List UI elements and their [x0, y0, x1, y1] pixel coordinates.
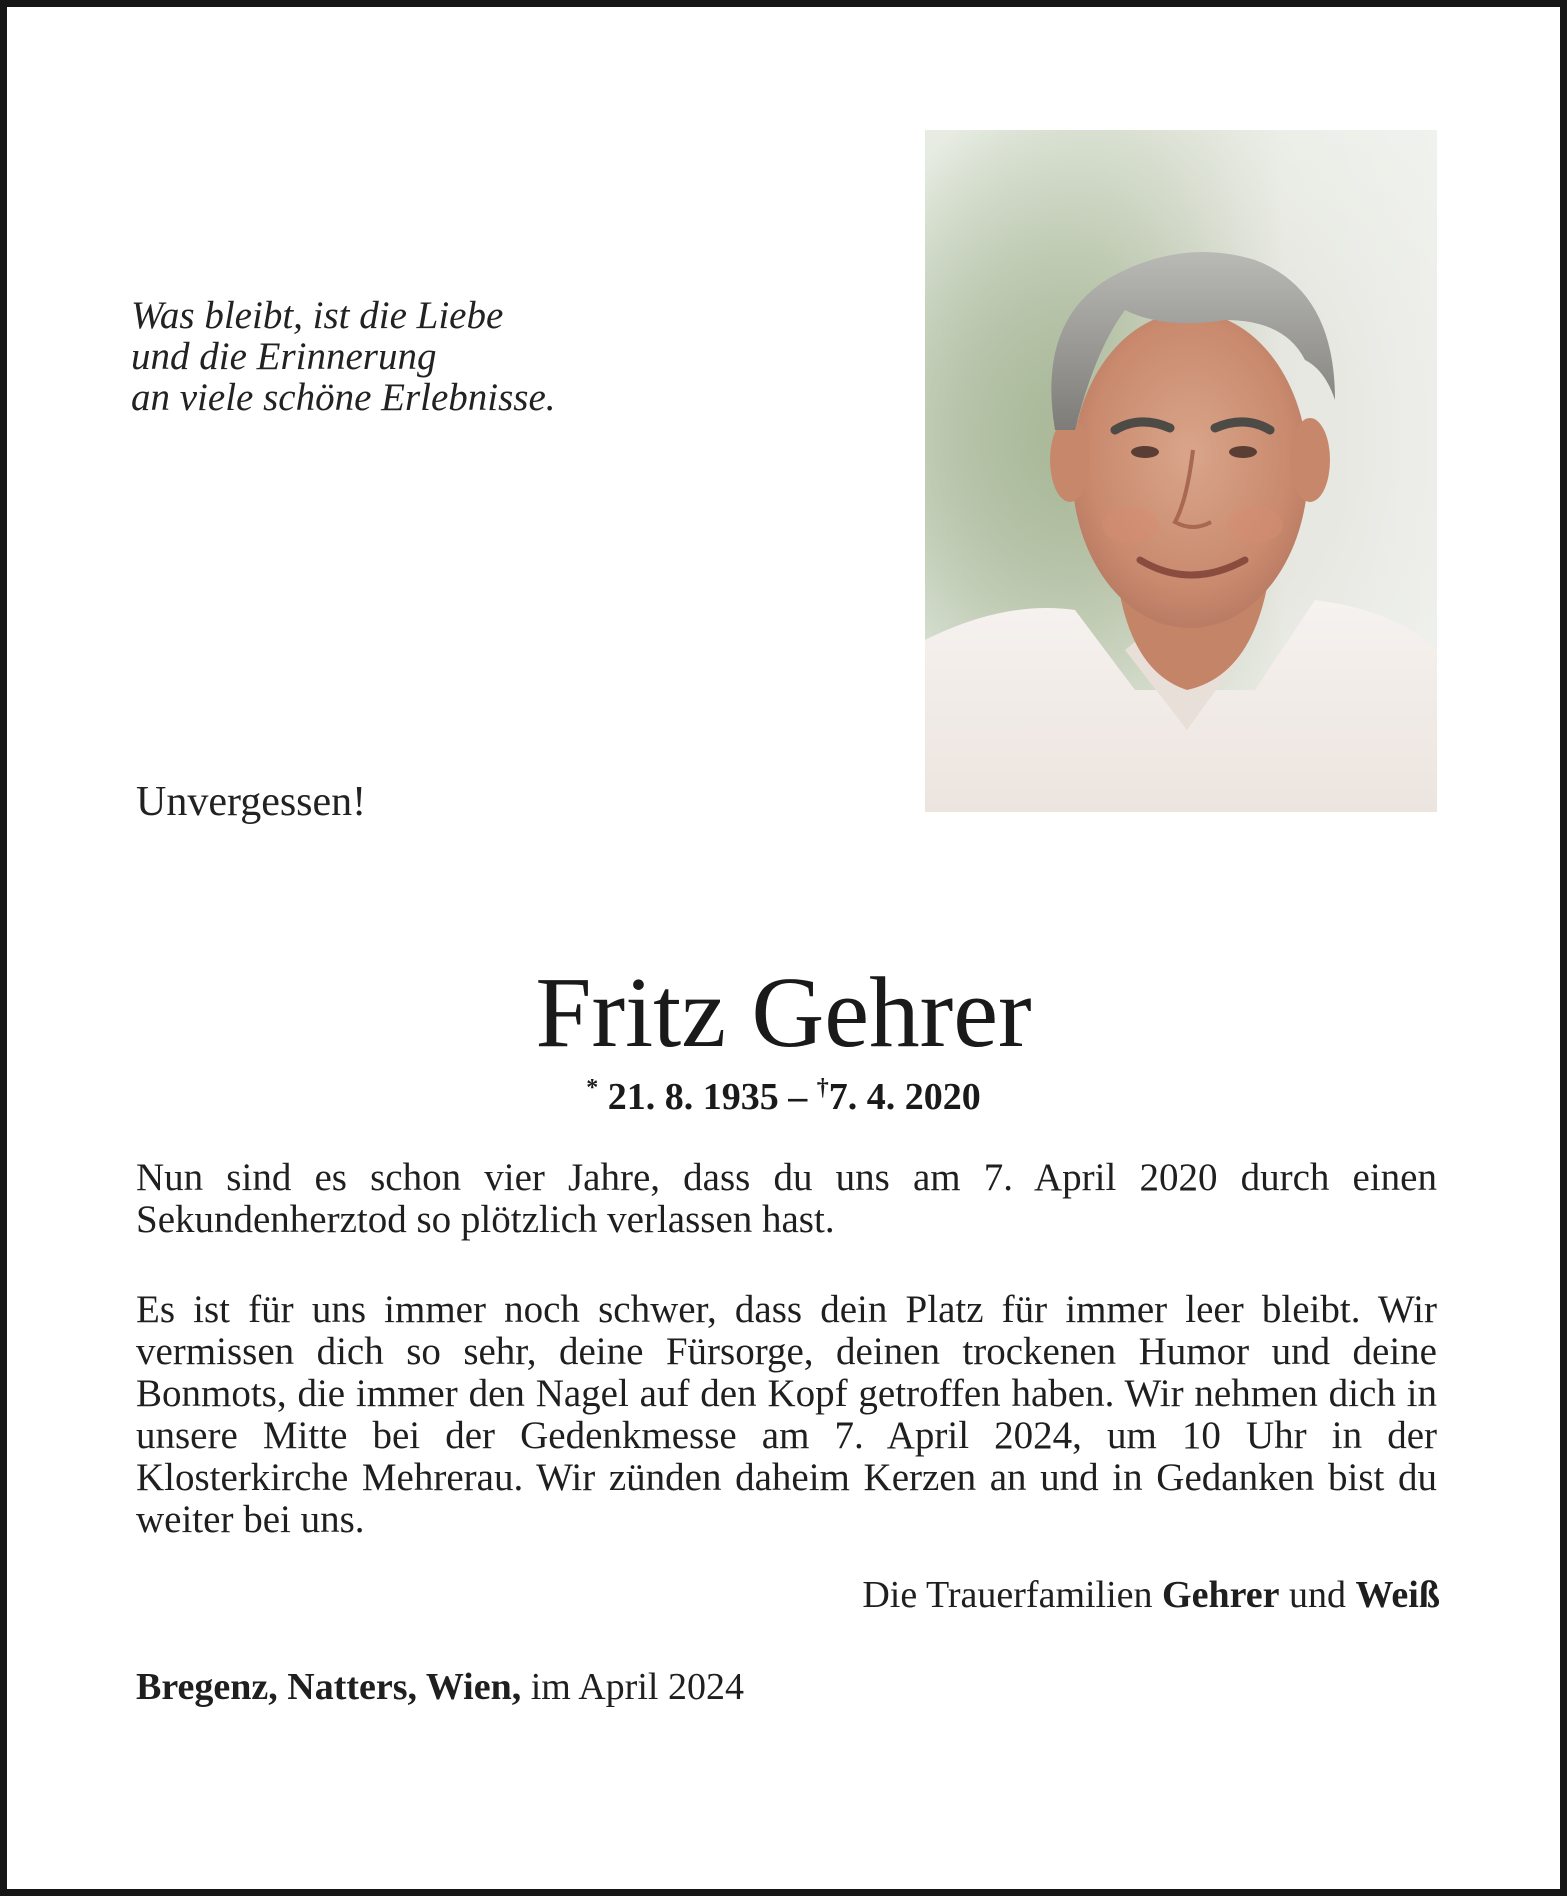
signature-conjunction: und [1289, 1574, 1347, 1616]
birth-star-mark: * [586, 1075, 599, 1101]
place-date: im April 2024 [530, 1666, 744, 1708]
quote-line-1: Was bleibt, ist die Liebe [131, 294, 504, 337]
quote-line-2: und die Erinnerung [131, 335, 437, 378]
death-date: 7. 4. 2020 [828, 1076, 981, 1118]
portrait-photo [925, 130, 1437, 812]
family-name-2: Weiß [1355, 1574, 1440, 1616]
unforgotten-heading: Unvergessen! [136, 779, 367, 825]
family-signature [862, 1573, 1440, 1617]
date-separator: – [788, 1076, 808, 1118]
body-paragraph-2: Es ist für uns immer noch schwer, dass dein Platz für immer leer bleibt. Wir vermissen dich so sehr, deine Fürsorge, deinen trockenen Humor und deine Bonmots, die immer den Nagel auf den Kopf getroffen haben. Wir nehmen dich in unsere Mitte bei der Gedenkmesse am 7. April 2024, um 10 Uhr in der Klosterkirche Mehrerau. Wir zünden daheim Kerzen an und in Gedanken bist du weiter bei uns. [136, 1288, 1437, 1541]
body-paragraph-1: Nun sind es schon vier Jahre, dass du uns am 7. April 2020 durch einen Sekundenherztod so plötzlich verlassen hast. [136, 1156, 1437, 1241]
memorial-quote [131, 295, 731, 418]
family-name-1: Gehrer [1162, 1574, 1280, 1616]
portrait-illustration [925, 130, 1437, 812]
death-cross-mark: † [816, 1075, 829, 1101]
life-dates [7, 1075, 1560, 1119]
place-and-date [136, 1665, 744, 1709]
birth-date: 21. 8. 1935 [607, 1076, 779, 1118]
signature-prefix: Die Trauerfamilien [862, 1574, 1153, 1616]
quote-line-3: an viele schöne Erlebnisse. [131, 376, 556, 419]
place-locations: Bregenz, Natters, Wien, [136, 1666, 522, 1708]
deceased-name: Fritz Gehrer [535, 956, 1032, 1068]
